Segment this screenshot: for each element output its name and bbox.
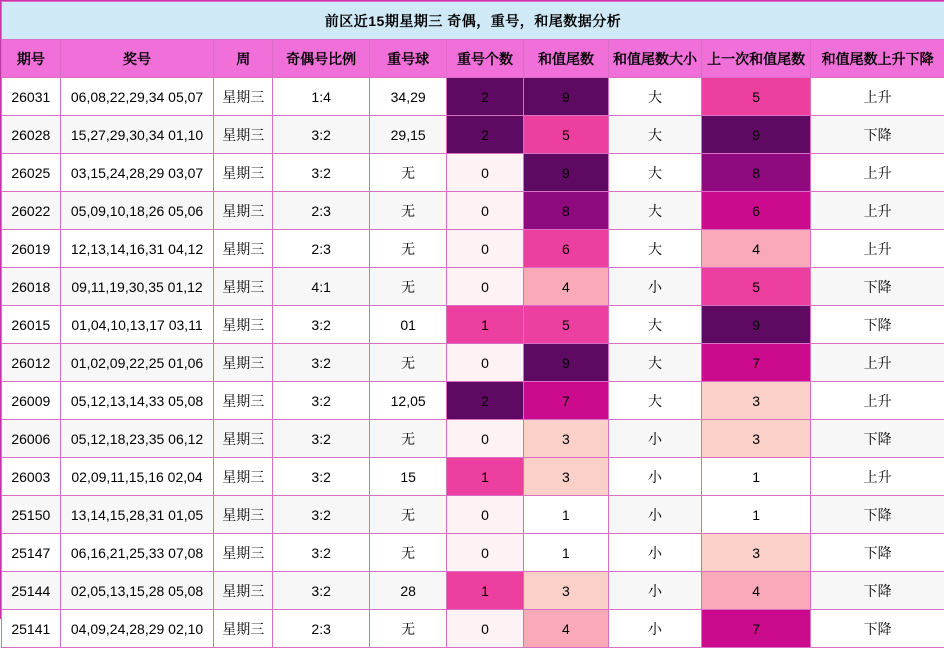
cell-repeat-balls: 无	[370, 534, 447, 572]
cell-repeat-balls: 15	[370, 458, 447, 496]
cell-trend: 下降	[811, 116, 944, 154]
cell-odd-even: 3:2	[273, 382, 370, 420]
cell-issue: 26006	[2, 420, 61, 458]
cell-repeat-balls: 无	[370, 496, 447, 534]
cell-issue: 26028	[2, 116, 61, 154]
cell-issue: 25147	[2, 534, 61, 572]
cell-repeat-balls: 无	[370, 154, 447, 192]
cell-odd-even: 3:2	[273, 344, 370, 382]
cell-issue: 26025	[2, 154, 61, 192]
cell-repeat-count: 0	[447, 268, 524, 306]
cell-odd-even: 2:3	[273, 610, 370, 648]
cell-prev-sum-tail: 3	[702, 420, 811, 458]
cell-repeat-count: 0	[447, 420, 524, 458]
cell-prev-sum-tail: 5	[702, 78, 811, 116]
cell-numbers: 15,27,29,30,34 01,10	[60, 116, 214, 154]
table-row	[2, 306, 944, 344]
column-header-sum-tail: 和值尾数	[523, 40, 608, 78]
cell-sum-tail: 8	[523, 192, 608, 230]
cell-trend: 下降	[811, 610, 944, 648]
cell-sum-tail: 5	[523, 116, 608, 154]
cell-repeat-count: 0	[447, 496, 524, 534]
cell-repeat-balls: 无	[370, 192, 447, 230]
table-row	[2, 382, 944, 420]
cell-repeat-count: 0	[447, 344, 524, 382]
cell-trend: 下降	[811, 306, 944, 344]
cell-trend: 上升	[811, 78, 944, 116]
cell-repeat-balls: 无	[370, 344, 447, 382]
cell-week: 星期三	[214, 382, 273, 420]
cell-issue: 25144	[2, 572, 61, 610]
cell-trend: 下降	[811, 420, 944, 458]
column-header-numbers: 奖号	[60, 40, 214, 78]
table-row	[2, 344, 944, 382]
analysis-table	[1, 1, 944, 648]
cell-odd-even: 1:4	[273, 78, 370, 116]
table-row	[2, 534, 944, 572]
cell-sum-tail-size: 小	[608, 534, 701, 572]
cell-numbers: 02,05,13,15,28 05,08	[60, 572, 214, 610]
cell-sum-tail-size: 大	[608, 192, 701, 230]
cell-trend: 上升	[811, 344, 944, 382]
cell-week: 星期三	[214, 344, 273, 382]
cell-sum-tail-size: 小	[608, 496, 701, 534]
cell-issue: 26012	[2, 344, 61, 382]
cell-sum-tail: 1	[523, 496, 608, 534]
cell-numbers: 05,12,13,14,33 05,08	[60, 382, 214, 420]
table-row	[2, 268, 944, 306]
cell-odd-even: 3:2	[273, 572, 370, 610]
column-header-week: 周	[214, 40, 273, 78]
cell-week: 星期三	[214, 306, 273, 344]
cell-sum-tail-size: 小	[608, 610, 701, 648]
cell-prev-sum-tail: 7	[702, 344, 811, 382]
table-header-row	[2, 40, 944, 78]
cell-issue: 26003	[2, 458, 61, 496]
cell-week: 星期三	[214, 610, 273, 648]
cell-week: 星期三	[214, 230, 273, 268]
cell-trend: 下降	[811, 268, 944, 306]
cell-prev-sum-tail: 4	[702, 230, 811, 268]
cell-numbers: 06,08,22,29,34 05,07	[60, 78, 214, 116]
cell-prev-sum-tail: 3	[702, 382, 811, 420]
column-header-odd-even: 奇偶号比例	[273, 40, 370, 78]
cell-sum-tail: 4	[523, 268, 608, 306]
column-header-repeat-count: 重号个数	[447, 40, 524, 78]
cell-sum-tail: 9	[523, 154, 608, 192]
cell-sum-tail-size: 大	[608, 382, 701, 420]
cell-sum-tail-size: 小	[608, 458, 701, 496]
cell-odd-even: 2:3	[273, 192, 370, 230]
table-row	[2, 572, 944, 610]
table-row	[2, 610, 944, 648]
cell-repeat-balls: 无	[370, 268, 447, 306]
cell-repeat-count: 2	[447, 382, 524, 420]
cell-odd-even: 3:2	[273, 116, 370, 154]
cell-week: 星期三	[214, 458, 273, 496]
table-row	[2, 116, 944, 154]
cell-sum-tail-size: 小	[608, 268, 701, 306]
cell-week: 星期三	[214, 572, 273, 610]
cell-prev-sum-tail: 9	[702, 306, 811, 344]
cell-prev-sum-tail: 5	[702, 268, 811, 306]
table-row	[2, 154, 944, 192]
cell-issue: 25141	[2, 610, 61, 648]
cell-repeat-count: 2	[447, 116, 524, 154]
cell-odd-even: 3:2	[273, 306, 370, 344]
cell-numbers: 12,13,14,16,31 04,12	[60, 230, 214, 268]
cell-sum-tail: 9	[523, 78, 608, 116]
cell-repeat-count: 0	[447, 610, 524, 648]
cell-repeat-count: 0	[447, 154, 524, 192]
page-title: 前区近15期星期三 奇偶，重号，和尾数据分析	[2, 2, 944, 40]
cell-sum-tail-size: 大	[608, 230, 701, 268]
cell-sum-tail: 3	[523, 572, 608, 610]
cell-odd-even: 3:2	[273, 154, 370, 192]
cell-prev-sum-tail: 1	[702, 496, 811, 534]
cell-repeat-balls: 12,05	[370, 382, 447, 420]
cell-trend: 上升	[811, 230, 944, 268]
cell-numbers: 09,11,19,30,35 01,12	[60, 268, 214, 306]
cell-trend: 下降	[811, 534, 944, 572]
cell-prev-sum-tail: 1	[702, 458, 811, 496]
cell-odd-even: 3:2	[273, 458, 370, 496]
cell-numbers: 03,15,24,28,29 03,07	[60, 154, 214, 192]
cell-sum-tail: 1	[523, 534, 608, 572]
cell-prev-sum-tail: 9	[702, 116, 811, 154]
table-row	[2, 420, 944, 458]
cell-odd-even: 2:3	[273, 230, 370, 268]
cell-sum-tail-size: 小	[608, 572, 701, 610]
cell-numbers: 01,02,09,22,25 01,06	[60, 344, 214, 382]
cell-sum-tail: 3	[523, 420, 608, 458]
cell-issue: 26009	[2, 382, 61, 420]
cell-trend: 上升	[811, 154, 944, 192]
cell-repeat-count: 0	[447, 230, 524, 268]
cell-week: 星期三	[214, 496, 273, 534]
cell-issue: 26018	[2, 268, 61, 306]
cell-sum-tail-size: 大	[608, 306, 701, 344]
cell-sum-tail: 3	[523, 458, 608, 496]
cell-prev-sum-tail: 6	[702, 192, 811, 230]
cell-numbers: 02,09,11,15,16 02,04	[60, 458, 214, 496]
cell-repeat-count: 1	[447, 458, 524, 496]
cell-repeat-balls: 28	[370, 572, 447, 610]
cell-repeat-balls: 无	[370, 610, 447, 648]
cell-week: 星期三	[214, 192, 273, 230]
cell-issue: 26019	[2, 230, 61, 268]
cell-sum-tail-size: 大	[608, 78, 701, 116]
table-row	[2, 458, 944, 496]
cell-week: 星期三	[214, 534, 273, 572]
cell-sum-tail-size: 大	[608, 344, 701, 382]
cell-prev-sum-tail: 7	[702, 610, 811, 648]
cell-week: 星期三	[214, 78, 273, 116]
cell-numbers: 05,12,18,23,35 06,12	[60, 420, 214, 458]
cell-week: 星期三	[214, 420, 273, 458]
column-header-issue: 期号	[2, 40, 61, 78]
table-row	[2, 496, 944, 534]
cell-sum-tail-size: 小	[608, 420, 701, 458]
cell-trend: 下降	[811, 496, 944, 534]
cell-week: 星期三	[214, 268, 273, 306]
cell-sum-tail: 7	[523, 382, 608, 420]
column-header-prev-sum-tail: 上一次和值尾数	[702, 40, 811, 78]
table-row	[2, 230, 944, 268]
cell-repeat-balls: 01	[370, 306, 447, 344]
cell-numbers: 13,14,15,28,31 01,05	[60, 496, 214, 534]
cell-trend: 上升	[811, 382, 944, 420]
cell-repeat-count: 2	[447, 78, 524, 116]
table-title-row	[2, 2, 944, 40]
cell-repeat-balls: 无	[370, 420, 447, 458]
table-row	[2, 192, 944, 230]
cell-odd-even: 3:2	[273, 496, 370, 534]
cell-sum-tail-size: 大	[608, 116, 701, 154]
cell-odd-even: 3:2	[273, 534, 370, 572]
table-body	[2, 78, 944, 648]
cell-trend: 下降	[811, 572, 944, 610]
column-header-repeat-balls: 重号球	[370, 40, 447, 78]
cell-numbers: 05,09,10,18,26 05,06	[60, 192, 214, 230]
cell-repeat-count: 0	[447, 534, 524, 572]
cell-numbers: 04,09,24,28,29 02,10	[60, 610, 214, 648]
cell-repeat-count: 1	[447, 572, 524, 610]
cell-prev-sum-tail: 4	[702, 572, 811, 610]
cell-issue: 25150	[2, 496, 61, 534]
table-row	[2, 78, 944, 116]
cell-repeat-balls: 29,15	[370, 116, 447, 154]
cell-issue: 26022	[2, 192, 61, 230]
cell-odd-even: 3:2	[273, 420, 370, 458]
cell-week: 星期三	[214, 154, 273, 192]
cell-issue: 26015	[2, 306, 61, 344]
cell-trend: 上升	[811, 458, 944, 496]
cell-numbers: 01,04,10,13,17 03,11	[60, 306, 214, 344]
cell-sum-tail: 6	[523, 230, 608, 268]
cell-issue: 26031	[2, 78, 61, 116]
cell-prev-sum-tail: 8	[702, 154, 811, 192]
cell-sum-tail-size: 大	[608, 154, 701, 192]
cell-repeat-balls: 无	[370, 230, 447, 268]
cell-sum-tail: 4	[523, 610, 608, 648]
cell-week: 星期三	[214, 116, 273, 154]
cell-trend: 上升	[811, 192, 944, 230]
cell-sum-tail: 5	[523, 306, 608, 344]
column-header-trend: 和值尾数上升下降	[811, 40, 944, 78]
cell-sum-tail: 9	[523, 344, 608, 382]
column-header-sum-tail-size: 和值尾数大小	[608, 40, 701, 78]
cell-odd-even: 4:1	[273, 268, 370, 306]
cell-numbers: 06,16,21,25,33 07,08	[60, 534, 214, 572]
cell-prev-sum-tail: 3	[702, 534, 811, 572]
cell-repeat-count: 1	[447, 306, 524, 344]
cell-repeat-count: 0	[447, 192, 524, 230]
cell-repeat-balls: 34,29	[370, 78, 447, 116]
